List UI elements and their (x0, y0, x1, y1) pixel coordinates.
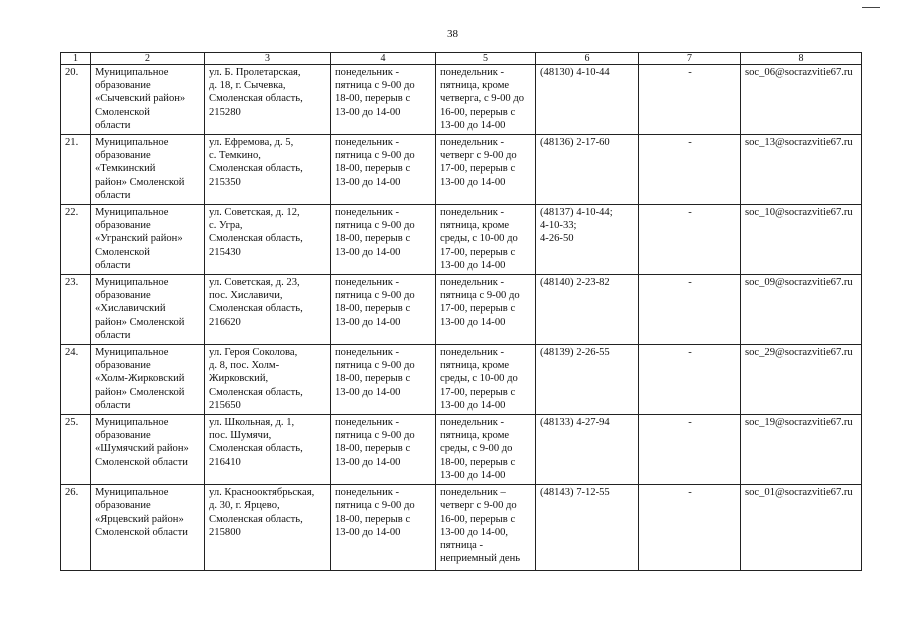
municipality-name (91, 205, 205, 275)
municipality-name (91, 135, 205, 205)
address-cell (205, 205, 331, 275)
reception-hours-cell-line: 13-00 до 14-00 (440, 399, 506, 411)
work-hours-cell-line: понедельник - (335, 487, 400, 499)
address-cell-line: ул. Героя Соколова, (209, 347, 298, 359)
work-hours-cell-line: 13-00 до 14-00 (335, 176, 401, 188)
header-cell: 7 (639, 53, 741, 65)
address-cell (205, 135, 331, 205)
address-cell-line: ул. Школьная, д. 1, (209, 417, 295, 429)
table-row (61, 415, 862, 485)
work-hours-cell-line: пятница с 9-00 до (335, 290, 415, 302)
address-cell-line: д. 18, г. Сычевка, (209, 80, 286, 92)
institutions-table (60, 52, 862, 571)
column7-cell: - (639, 135, 741, 205)
email-cell: soc_09@socrazvitie67.ru (741, 275, 862, 345)
address-cell-line: Смоленская область, (209, 513, 303, 525)
work-hours-cell (331, 345, 436, 415)
row-number: 26. (61, 485, 91, 571)
municipality-name-line: области (95, 399, 131, 411)
municipality-name-line: Муниципальное (95, 417, 169, 429)
address-cell-line: д. 8, пос. Холм- (209, 360, 280, 372)
phone-cell (536, 135, 639, 205)
work-hours-cell-line: понедельник - (335, 277, 400, 289)
reception-hours-cell-line: понедельник - (440, 137, 505, 149)
municipality-name (91, 65, 205, 135)
column7-cell: - (639, 205, 741, 275)
municipality-name-line: «Шумячский район» (95, 443, 189, 455)
reception-hours-cell-line: среды, с 10-00 до (440, 233, 518, 245)
address-cell-line: ул. Советская, д. 23, (209, 277, 300, 289)
municipality-name-line: Муниципальное (95, 137, 169, 149)
table-row (61, 275, 862, 345)
address-cell-line: Смоленская область, (209, 93, 303, 105)
reception-hours-cell-line: 13-00 до 14-00 (440, 469, 506, 481)
municipality-name-line: области (95, 189, 131, 201)
row-number: 20. (61, 65, 91, 135)
municipality-name-line: «Холм-Жирковский (95, 373, 185, 385)
work-hours-cell-line: пятница с 9-00 до (335, 150, 415, 162)
phone-cell (536, 345, 639, 415)
work-hours-cell (331, 205, 436, 275)
reception-hours-cell-line: понедельник - (440, 207, 505, 219)
work-hours-cell-line: понедельник - (335, 137, 400, 149)
address-cell-line: Смоленская область, (209, 163, 303, 175)
work-hours-cell-line: 13-00 до 14-00 (335, 526, 401, 538)
row-number: 23. (61, 275, 91, 345)
header-cell: 8 (741, 53, 862, 65)
work-hours-cell (331, 485, 436, 571)
work-hours-cell-line: понедельник - (335, 67, 400, 78)
municipality-name-line: Смоленской (95, 106, 150, 118)
municipality-name-line: «Угранский район» (95, 233, 183, 245)
municipality-name-line: образование (95, 290, 151, 302)
municipality-name-line: Смоленской (95, 246, 150, 258)
address-cell-line: 216410 (209, 456, 241, 468)
email-cell: soc_19@socrazvitie67.ru (741, 415, 862, 485)
work-hours-cell-line: 18-00, перерыв с (335, 93, 411, 105)
work-hours-cell-line: 18-00, перерыв с (335, 373, 411, 385)
row-number: 21. (61, 135, 91, 205)
reception-hours-cell-line: 17-00, перерыв с (440, 246, 516, 258)
reception-hours-cell-line: понедельник - (440, 347, 505, 359)
address-cell-line: Смоленская область, (209, 386, 303, 398)
phone-cell (536, 205, 639, 275)
municipality-name-line: Муниципальное (95, 207, 169, 219)
municipality-name-line: образование (95, 430, 151, 442)
municipality-name (91, 345, 205, 415)
municipality-name-line: области (95, 119, 131, 131)
table-row (61, 65, 862, 135)
reception-hours-cell-line: четверг с 9-00 до (440, 150, 517, 162)
email-cell: soc_01@socrazvitie67.ru (741, 485, 862, 571)
reception-hours-cell-line: пятница, кроме (440, 80, 510, 92)
municipality-name-line: «Сычевский район» (95, 93, 186, 105)
work-hours-cell-line: 13-00 до 14-00 (335, 316, 401, 328)
reception-hours-cell-line: 16-00, перерыв с (440, 106, 516, 118)
header-cell: 5 (436, 53, 536, 65)
address-cell-line: пос. Шумячи, (209, 430, 272, 442)
reception-hours-cell-line: неприемный день (440, 553, 521, 565)
phone-cell-line: (48133) 4-27-94 (540, 417, 610, 429)
address-cell (205, 275, 331, 345)
address-cell-line: Смоленская область, (209, 443, 303, 455)
municipality-name-line: образование (95, 500, 151, 512)
phone-cell-line: (48139) 2-26-55 (540, 347, 610, 359)
header-cell: 6 (536, 53, 639, 65)
reception-hours-cell-line: понедельник - (440, 67, 505, 78)
address-cell (205, 415, 331, 485)
address-cell-line: 215800 (209, 526, 241, 538)
reception-hours-cell-line: 13-00 до 14-00 (440, 316, 506, 328)
municipality-name-line: Муниципальное (95, 487, 169, 499)
work-hours-cell (331, 135, 436, 205)
work-hours-cell-line: 13-00 до 14-00 (335, 456, 401, 468)
column7-cell: - (639, 345, 741, 415)
email-cell: soc_29@socrazvitie67.ru (741, 345, 862, 415)
reception-hours-cell-line: 18-00, перерыв с (440, 456, 516, 468)
municipality-name-line: области (95, 329, 131, 341)
table-row (61, 485, 862, 571)
municipality-name-line: район» Смоленской (95, 176, 185, 188)
address-cell-line: ул. Ефремова, д. 5, (209, 137, 294, 149)
phone-cell-line: (48130) 4-10-44 (540, 67, 610, 78)
row-number: 24. (61, 345, 91, 415)
work-hours-cell-line: понедельник - (335, 347, 400, 359)
reception-hours-cell-line: пятница - (440, 539, 484, 551)
work-hours-cell-line: 13-00 до 14-00 (335, 106, 401, 118)
reception-hours-cell-line: понедельник - (440, 417, 505, 429)
phone-cell-line: (48137) 4-10-44; (540, 207, 613, 219)
column7-cell: - (639, 275, 741, 345)
municipality-name-line: Муниципальное (95, 347, 169, 359)
municipality-name-line: образование (95, 80, 151, 92)
reception-hours-cell-line: 13-00 до 14-00 (440, 259, 506, 271)
column7-cell: - (639, 485, 741, 571)
municipality-name-line: район» Смоленской (95, 316, 185, 328)
phone-cell (536, 65, 639, 135)
address-cell-line: с. Угра, (209, 220, 243, 232)
work-hours-cell-line: 18-00, перерыв с (335, 303, 411, 315)
municipality-name-line: «Хиславичский (95, 303, 166, 315)
address-cell-line: Жирковский, (209, 373, 269, 385)
address-cell-line: Смоленская область, (209, 233, 303, 245)
address-cell-line: Смоленская область, (209, 303, 303, 315)
reception-hours-cell (436, 415, 536, 485)
municipality-name-line: Смоленской области (95, 456, 188, 468)
municipality-name-line: Муниципальное (95, 67, 169, 78)
work-hours-cell (331, 275, 436, 345)
work-hours-cell-line: пятница с 9-00 до (335, 360, 415, 372)
address-cell-line: 215430 (209, 246, 241, 258)
reception-hours-cell-line: понедельник - (440, 277, 505, 289)
column7-cell: - (639, 415, 741, 485)
municipality-name-line: образование (95, 220, 151, 232)
reception-hours-cell (436, 65, 536, 135)
address-cell-line: 215350 (209, 176, 241, 188)
header-cell: 1 (61, 53, 91, 65)
page-number: 38 (447, 28, 458, 40)
email-cell: soc_10@socrazvitie67.ru (741, 205, 862, 275)
header-cell: 4 (331, 53, 436, 65)
reception-hours-cell (436, 485, 536, 571)
reception-hours-cell-line: пятница, кроме (440, 360, 510, 372)
phone-cell-line: 4-10-33; (540, 220, 577, 232)
work-hours-cell-line: понедельник - (335, 207, 400, 219)
reception-hours-cell-line: 13-00 до 14-00 (440, 119, 506, 131)
municipality-name-line: области (95, 259, 131, 271)
column7-cell: - (639, 65, 741, 135)
municipality-name (91, 275, 205, 345)
work-hours-cell-line: 13-00 до 14-00 (335, 386, 401, 398)
reception-hours-cell-line: 17-00, перерыв с (440, 163, 516, 175)
phone-cell-line: (48136) 2-17-60 (540, 137, 610, 149)
municipality-name (91, 415, 205, 485)
work-hours-cell (331, 65, 436, 135)
phone-cell-line: (48140) 2-23-82 (540, 277, 610, 289)
address-cell (205, 65, 331, 135)
reception-hours-cell-line: 17-00, перерыв с (440, 303, 516, 315)
address-cell-line: 215280 (209, 106, 241, 118)
municipality-name-line: Муниципальное (95, 277, 169, 289)
work-hours-cell-line: 18-00, перерыв с (335, 163, 411, 175)
row-number: 22. (61, 205, 91, 275)
work-hours-cell-line: пятница с 9-00 до (335, 430, 415, 442)
address-cell-line: 215650 (209, 399, 241, 411)
reception-hours-cell-line: пятница, кроме (440, 430, 510, 442)
reception-hours-cell-line: 16-00, перерыв с (440, 513, 516, 525)
address-cell-line: ул. Б. Пролетарская, (209, 67, 301, 78)
municipality-name (91, 485, 205, 571)
header-cell: 2 (91, 53, 205, 65)
municipality-name-line: образование (95, 360, 151, 372)
work-hours-cell-line: пятница с 9-00 до (335, 80, 415, 92)
address-cell (205, 345, 331, 415)
reception-hours-cell-line: среды, с 10-00 до (440, 373, 518, 385)
address-cell-line: 216620 (209, 316, 241, 328)
table-row (61, 345, 862, 415)
work-hours-cell-line: понедельник - (335, 417, 400, 429)
reception-hours-cell-line: четверг с 9-00 до (440, 500, 517, 512)
table-body (61, 53, 862, 571)
work-hours-cell-line: 18-00, перерыв с (335, 513, 411, 525)
municipality-name-line: «Ярцевский район» (95, 513, 184, 525)
work-hours-cell-line: 13-00 до 14-00 (335, 246, 401, 258)
email-cell: soc_06@socrazvitie67.ru (741, 65, 862, 135)
phone-cell-line: 4-26-50 (540, 233, 574, 245)
municipality-name-line: образование (95, 150, 151, 162)
corner-mark (862, 7, 880, 8)
address-cell-line: с. Темкино, (209, 150, 261, 162)
work-hours-cell-line: пятница с 9-00 до (335, 220, 415, 232)
reception-hours-cell-line: пятница, кроме (440, 220, 510, 232)
municipality-name-line: Смоленской области (95, 526, 188, 538)
table-row (61, 205, 862, 275)
row-number: 25. (61, 415, 91, 485)
municipality-name-line: «Темкинский (95, 163, 156, 175)
address-cell-line: пос. Хиславичи, (209, 290, 283, 302)
reception-hours-cell (436, 205, 536, 275)
reception-hours-cell-line: 13-00 до 14-00 (440, 176, 506, 188)
reception-hours-cell-line: 13-00 до 14-00, (440, 526, 509, 538)
address-cell-line: ул. Советская, д. 12, (209, 207, 300, 219)
phone-cell (536, 275, 639, 345)
municipality-name-line: район» Смоленской (95, 386, 185, 398)
reception-hours-cell-line: пятница с 9-00 до (440, 290, 520, 302)
header-cell: 3 (205, 53, 331, 65)
phone-cell (536, 485, 639, 571)
address-cell (205, 485, 331, 571)
work-hours-cell-line: 18-00, перерыв с (335, 233, 411, 245)
reception-hours-cell-line: четверга, с 9-00 до (440, 93, 525, 105)
reception-hours-cell-line: среды, с 9-00 до (440, 443, 513, 455)
header-row (61, 53, 862, 65)
reception-hours-cell (436, 345, 536, 415)
reception-hours-cell-line: 17-00, перерыв с (440, 386, 516, 398)
reception-hours-cell-line: понедельник – (440, 487, 506, 499)
reception-hours-cell (436, 275, 536, 345)
table-row (61, 135, 862, 205)
phone-cell-line: (48143) 7-12-55 (540, 487, 610, 499)
work-hours-cell-line: пятница с 9-00 до (335, 500, 415, 512)
reception-hours-cell (436, 135, 536, 205)
address-cell-line: д. 30, г. Ярцево, (209, 500, 280, 512)
work-hours-cell (331, 415, 436, 485)
address-cell-line: ул. Краснооктябрьская, (209, 487, 315, 499)
work-hours-cell-line: 18-00, перерыв с (335, 443, 411, 455)
phone-cell (536, 415, 639, 485)
email-cell: soc_13@socrazvitie67.ru (741, 135, 862, 205)
